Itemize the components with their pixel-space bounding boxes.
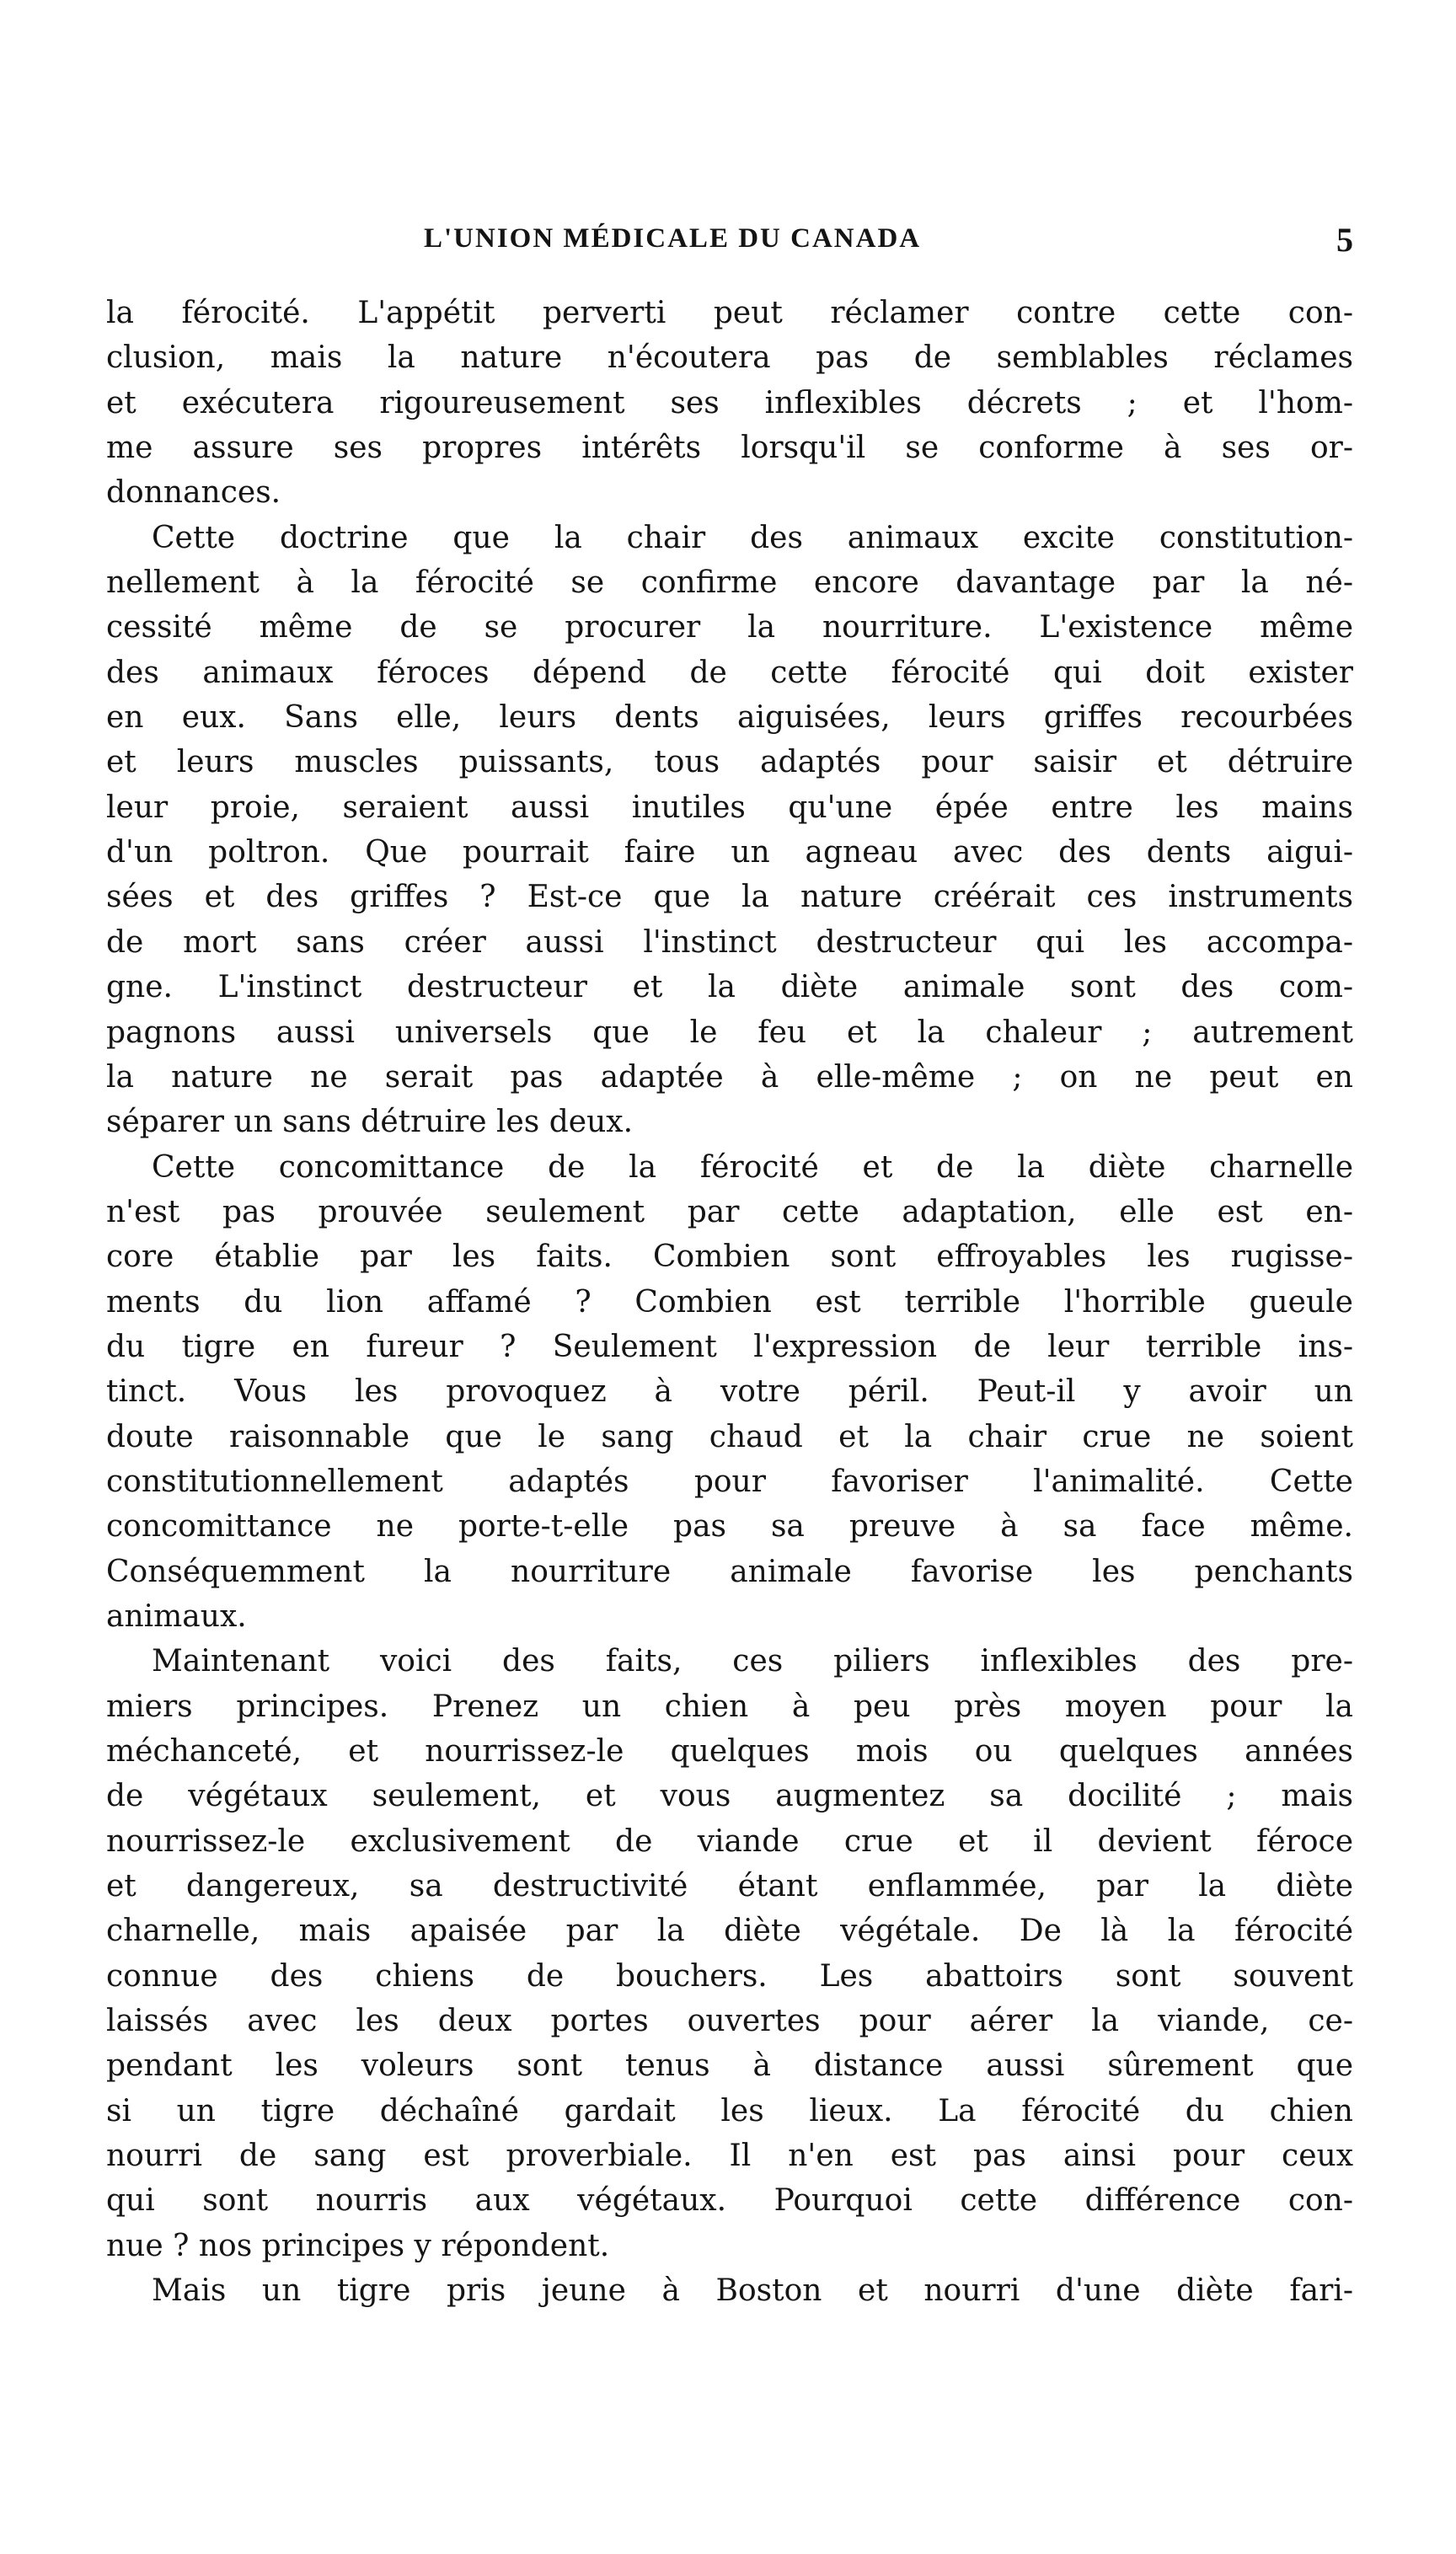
- text-line: me assure ses propres intérêts lorsqu'il se conforme à ses or-: [106, 431, 1353, 466]
- text-line: connue des chiens de bouchers. Les abattoirs sont souvent: [106, 1958, 1353, 1994]
- text-line: core établie par les faits. Combien sont effroyables les rugisse-: [106, 1240, 1353, 1275]
- text-line: Maintenant voici des faits, ces piliers inflexibles des pre-: [152, 1644, 1353, 1679]
- text-line: leur proie, seraient aussi inutiles qu'une épée entre les mains: [106, 790, 1353, 825]
- text-line: nourri de sang est proverbiale. Il n'en est pas ainsi pour ceux: [106, 2139, 1353, 2174]
- text-line: qui sont nourris aux végétaux. Pourquoi cette différence con-: [106, 2183, 1353, 2219]
- text-line: séparer un sans détruire les deux.: [106, 1105, 634, 1140]
- text-line: n'est pas prouvée seulement par cette adaptation, elle est en-: [106, 1194, 1353, 1229]
- text-line: doute raisonnable que le sang chaud et la chair crue ne soient: [106, 1419, 1353, 1454]
- text-line: la nature ne serait pas adaptée à elle-même ; on ne peut en: [106, 1059, 1353, 1095]
- text-line: pendant les voleurs sont tenus à distance aussi sûrement que: [106, 2048, 1353, 2084]
- text-line: nellement à la férocité se confirme encore davantage par la né-: [106, 565, 1353, 601]
- running-header: [108, 223, 1353, 257]
- text-line: la férocité. L'appétit perverti peut réclamer contre cette con-: [106, 296, 1353, 330]
- text-line: donnances.: [106, 475, 281, 511]
- body-text: [106, 291, 1353, 2313]
- text-line: méchanceté, et nourrissez-le quelques mois ou quelques années: [106, 1734, 1353, 1769]
- text-line: charnelle, mais apaisée par la diète végétale. De là la férocité: [106, 1914, 1353, 1949]
- running-title: L'UNION MÉDICALE DU CANADA: [424, 223, 922, 254]
- text-line: sées et des griffes ? Est-ce que la nature créérait ces instruments: [106, 880, 1353, 915]
- text-line: de mort sans créer aussi l'instinct destructeur qui les accompa-: [106, 924, 1353, 960]
- text-line: laissés avec les deux portes ouvertes pour aérer la viande, ce-: [106, 2004, 1353, 2039]
- text-line: et exécutera rigoureusement ses inflexibles décrets ; et l'hom-: [106, 385, 1353, 420]
- text-line: gne. L'instinct destructeur et la diète animale sont des com-: [106, 970, 1353, 1005]
- text-line: des animaux féroces dépend de cette férocité qui doit exister: [106, 655, 1353, 690]
- text-line: de végétaux seulement, et vous augmentez sa docilité ; mais: [106, 1779, 1353, 1814]
- text-line: d'un poltron. Que pourrait faire un agneau avec des dents aigui-: [106, 835, 1353, 870]
- text-line: en eux. Sans elle, leurs dents aiguisées, leurs griffes recourbées: [106, 700, 1353, 736]
- text-line: Cette doctrine que la chair des animaux excite constitution-: [152, 520, 1353, 555]
- text-line: Conséquemment la nourriture animale favorise les penchants: [106, 1554, 1353, 1589]
- text-line: et dangereux, sa destructivité étant enflammée, par la diète: [106, 1869, 1353, 1904]
- text-line: clusion, mais la nature n'écoutera pas de semblables réclames: [106, 340, 1353, 376]
- text-line: animaux.: [106, 1598, 247, 1634]
- text-line: nourrissez-le exclusivement de viande crue et il devient féroce: [106, 1823, 1353, 1859]
- text-line: ments du lion affamé ? Combien est terrible l'horrible gueule: [106, 1284, 1353, 1320]
- text-line: du tigre en fureur ? Seulement l'expression de leur terrible ins-: [106, 1329, 1353, 1364]
- text-line: Cette concomittance de la férocité et de la diète charnelle: [152, 1149, 1353, 1185]
- text-line: miers principes. Prenez un chien à peu près moyen pour la: [106, 1689, 1353, 1724]
- text-line: tinct. Vous les provoquez à votre péril. Peut-il y avoir un: [106, 1374, 1353, 1410]
- page-number: 5: [1336, 221, 1353, 259]
- text-line: constitutionnellement adaptés pour favoriser l'animalité. Cette: [106, 1464, 1353, 1499]
- text-line: pagnons aussi universels que le feu et la chaleur ; autrement: [106, 1015, 1353, 1050]
- text-line: et leurs muscles puissants, tous adaptés pour saisir et détruire: [106, 745, 1353, 780]
- text-line: cessité même de se procurer la nourriture. L'existence même: [106, 610, 1353, 645]
- text-line: nue ? nos principes y répondent.: [106, 2228, 610, 2263]
- text-line: si un tigre déchaîné gardait les lieux. La férocité du chien: [106, 2093, 1353, 2128]
- text-line: Mais un tigre pris jeune à Boston et nourri d'une diète fari-: [152, 2273, 1353, 2309]
- text-line: concomittance ne porte-t-elle pas sa preuve à sa face même.: [106, 1509, 1353, 1545]
